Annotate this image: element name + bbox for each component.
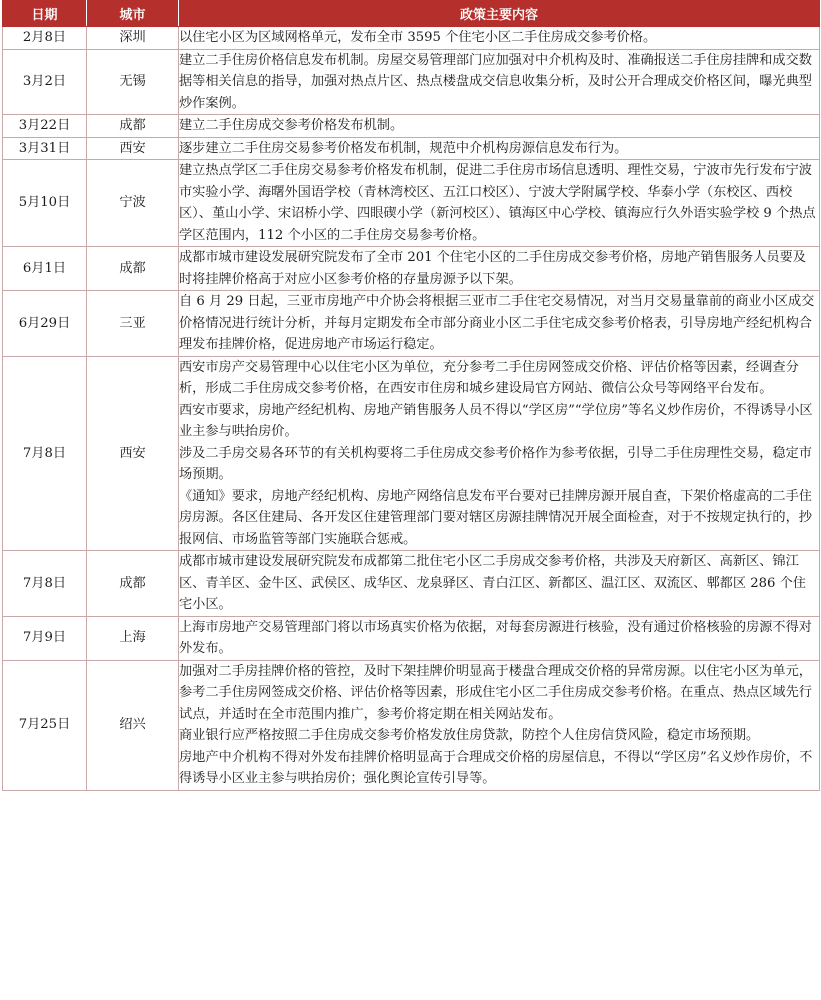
row-content xyxy=(179,137,820,160)
row-date: 7月9日 xyxy=(3,616,87,660)
row-date: 6月29日 xyxy=(3,291,87,357)
policy-paragraph: 加强对二手房挂牌价格的管控，及时下架挂牌价明显高于楼盘合理成交价格的异常房源。以住宅小区为单元，参考二手住房网签成交价格、评估价格等因素，形成住宅小区二手住房成交参考价格。在重点、热点区域先行试点，并适时在全市范围内推广，参考价将定期在相关网站发布。 xyxy=(179,663,812,722)
row-city: 成都 xyxy=(87,115,179,138)
policy-paragraph: 建立二手住房价格信息发布机制。房屋交易管理部门应加强对中介机构及时、准确报送二手住房挂牌和成交数据等相关信息的指导，加强对热点片区、热点楼盘成交信息收集分析，及时公开合理成交价格区间，曝光典型炒作案例。 xyxy=(179,52,812,111)
row-content xyxy=(179,660,820,790)
row-city: 绍兴 xyxy=(87,660,179,790)
table-row xyxy=(3,616,820,660)
policy-paragraph: 自 6 月 29 日起，三亚市房地产中介协会将根据三亚市二手住宅交易情况，对当月交易量靠前的商业小区成交价格情况进行统计分析，并每月定期发布全市部分商业小区二手住宅成交参考价格表，引导房地产经纪机构合理发布挂牌价格，促进房地产市场运行稳定。 xyxy=(179,294,815,352)
row-city: 三亚 xyxy=(87,291,179,357)
policy-paragraph: 成都市城市建设发展研究院发布成都第二批住宅小区二手房成交参考价格，共涉及天府新区、高新区、锦江区、青羊区、金牛区、武侯区、成华区、龙泉驿区、青白江区、新都区、温江区、双流区、郫都区 286 个住宅小区。 xyxy=(179,554,806,612)
table-row xyxy=(3,247,820,291)
policy-paragraph: 建立二手住房成交参考价格发布机制。 xyxy=(179,118,404,133)
row-city: 成都 xyxy=(87,551,179,617)
row-content xyxy=(179,247,820,291)
table-row xyxy=(3,160,820,247)
row-content xyxy=(179,27,820,50)
policy-paragraph: 涉及二手房交易各环节的有关机构要将二手住房成交参考价格作为参考依据，引导二手住房理性交易，稳定市场预期。 xyxy=(179,445,812,482)
policy-paragraph: 商业银行应严格按照二手住房成交参考价格发放住房贷款，防控个人住房信贷风险，稳定市场预期。 xyxy=(179,728,760,743)
row-date: 3月22日 xyxy=(3,115,87,138)
row-date: 6月1日 xyxy=(3,247,87,291)
policy-table xyxy=(2,0,820,791)
row-date: 3月31日 xyxy=(3,137,87,160)
policy-paragraph: 西安市房产交易管理中心以住宅小区为单位，充分参考二手住房网签成交价格、评估价格等因素，经调查分析，形成二手住房成交参考价格，在西安市住房和城乡建设局官方网站、微信公众号等网络平台发布。 xyxy=(179,359,799,396)
row-date: 7月25日 xyxy=(3,660,87,790)
row-city: 西安 xyxy=(87,356,179,551)
row-date: 5月10日 xyxy=(3,160,87,247)
row-content xyxy=(179,551,820,617)
header-city: 城市 xyxy=(87,1,179,27)
row-date: 2月8日 xyxy=(3,27,87,50)
table-row xyxy=(3,660,820,790)
table-row xyxy=(3,551,820,617)
table-row xyxy=(3,27,820,50)
table-row xyxy=(3,291,820,357)
row-date: 7月8日 xyxy=(3,356,87,551)
table-body xyxy=(3,27,820,791)
policy-paragraph: 以住宅小区为区域网格单元，发布全市 3595 个住宅小区二手住房成交参考价格。 xyxy=(179,30,657,45)
row-content xyxy=(179,291,820,357)
policy-paragraph: 成都市城市建设发展研究院发布了全市 201 个住宅小区的二手住房成交参考价格，房地产销售服务人员要及时将挂牌价格高于对应小区参考价格的存量房源予以下架。 xyxy=(179,250,806,287)
policy-paragraph: 房地产中介机构不得对外发布挂牌价格明显高于合理成交价格的房屋信息，不得以“学区房”名义炒作房价，不得诱导小区业主参与哄抬房价；强化舆论宣传引导等。 xyxy=(179,749,813,786)
policy-paragraph: 《通知》要求，房地产经纪机构、房地产网络信息发布平台要对已挂牌房源开展自查，下架价格虚高的二手住房房源。各区住建局、各开发区住建管理部门要对辖区房源挂牌情况开展全面检查，对于不按规定执行的，抄报网信、市场监管等部门实施联合惩戒。 xyxy=(179,488,812,547)
row-content xyxy=(179,49,820,115)
row-city: 西安 xyxy=(87,137,179,160)
table-row xyxy=(3,115,820,138)
row-city: 成都 xyxy=(87,247,179,291)
row-date: 7月8日 xyxy=(3,551,87,617)
table-row xyxy=(3,49,820,115)
header-content: 政策主要内容 xyxy=(179,1,820,27)
row-city: 上海 xyxy=(87,616,179,660)
row-content xyxy=(179,115,820,138)
table-row xyxy=(3,137,820,160)
row-date: 3月2日 xyxy=(3,49,87,115)
policy-paragraph: 建立热点学区二手住房交易参考价格发布机制，促进二手住房市场信息透明、理性交易，宁波市先行发布宁波市实验小学、海曙外国语学校（青林湾校区、五江口校区）、宁波大学附属学校、华泰小学（东校区、西校区）、堇山小学、宋诏桥小学、四眼碶小学（新河校区）、镇海区中心学校、镇海应行久外语实验学校 9 个热点学区范围内，112 个小区的二手住房交易参考价格。 xyxy=(179,163,816,243)
row-content xyxy=(179,616,820,660)
policy-paragraph: 上海市房地产交易管理部门将以市场真实价格为依据，对每套房源进行核验，没有通过价格核验的房源不得对外发布。 xyxy=(179,619,812,656)
policy-paragraph: 西安市要求，房地产经纪机构、房地产销售服务人员不得以“学区房”“学位房”等名义炒作房价，不得诱导小区业主参与哄抬房价。 xyxy=(179,402,813,439)
header-date: 日期 xyxy=(3,1,87,27)
table-header-row xyxy=(3,1,820,27)
row-content xyxy=(179,160,820,247)
table-row xyxy=(3,356,820,551)
row-city: 深圳 xyxy=(87,27,179,50)
policy-paragraph: 逐步建立二手住房交易参考价格发布机制，规范中介机构房源信息发布行为。 xyxy=(179,140,628,156)
row-content xyxy=(179,356,820,551)
row-city: 无锡 xyxy=(87,49,179,115)
row-city: 宁波 xyxy=(87,160,179,247)
